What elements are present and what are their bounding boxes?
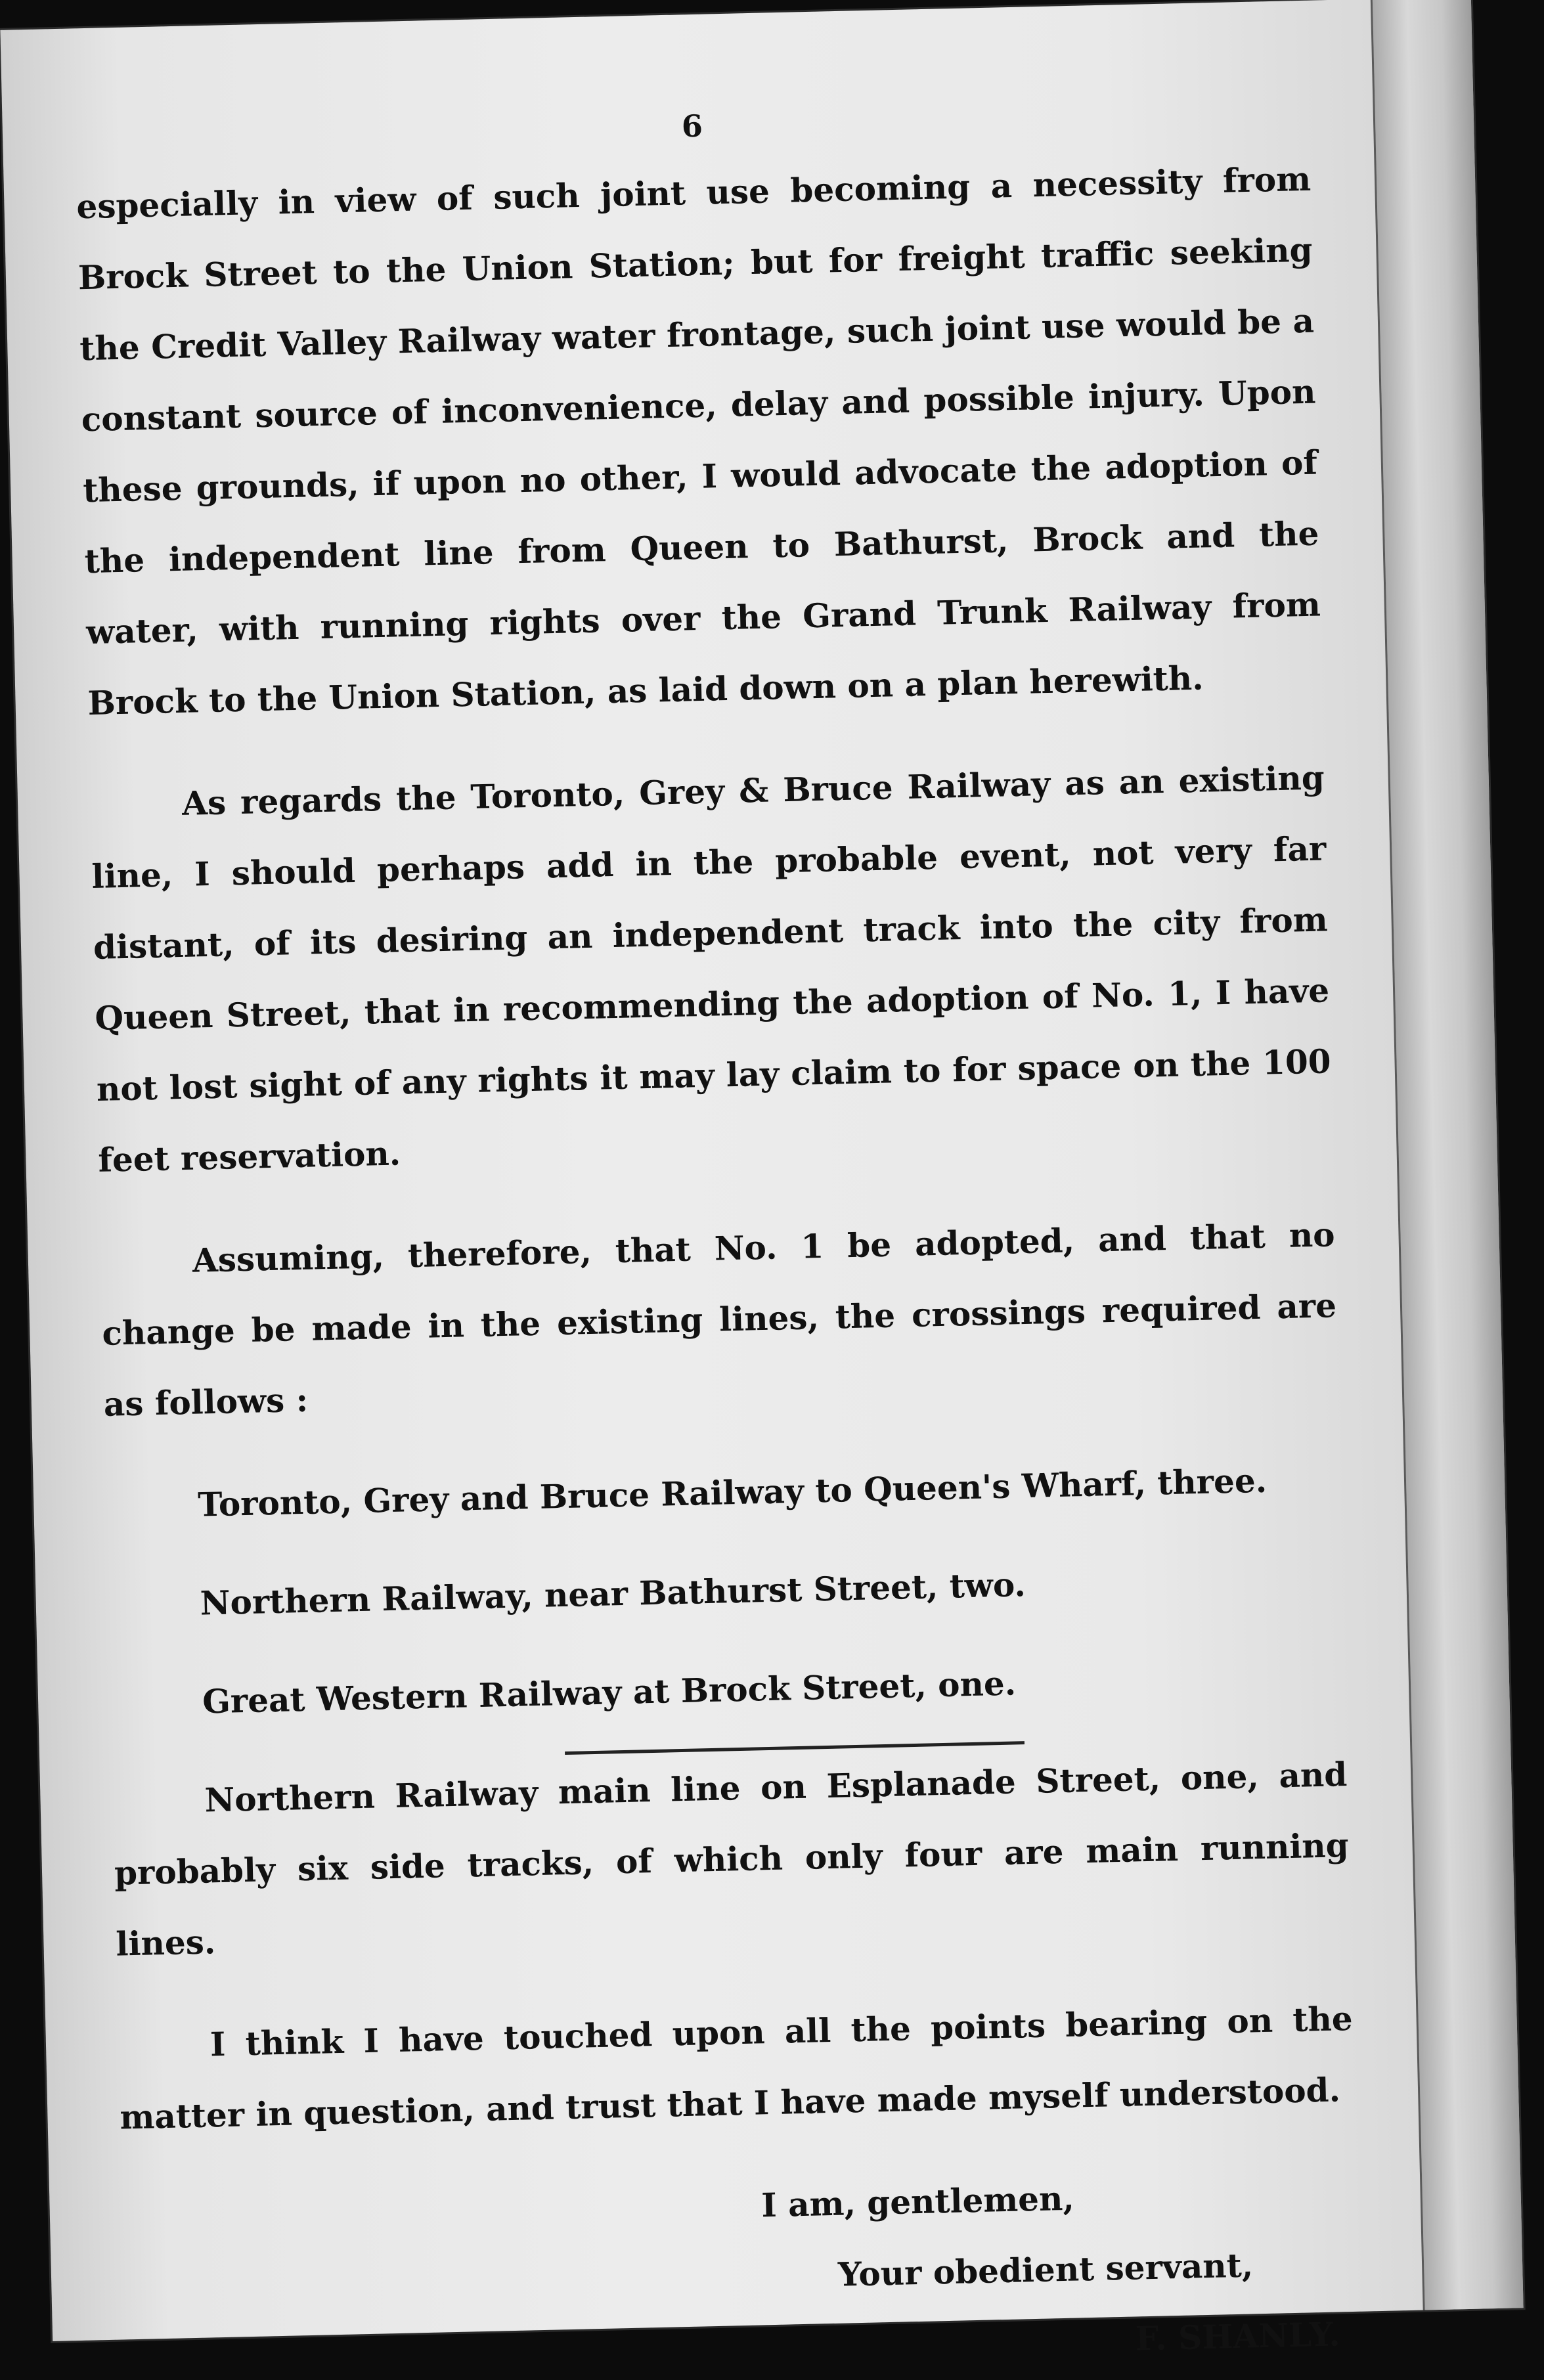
paragraph-crossings-intro: Assuming, therefore, that No. 1 be adopted, and that no change be made in the existing lines, the crossings required are as follows : bbox=[101, 1215, 1337, 1424]
signature: F. SHANLY. bbox=[1135, 2314, 1341, 2358]
closing-salutation: I am, gentlemen, bbox=[761, 2178, 1075, 2225]
closing-valediction: Your obedient servant, bbox=[837, 2245, 1254, 2294]
page-content bbox=[75, 93, 1361, 2380]
crossing-item: Northern Railway main line on Esplanade Street, one, and probably six side tracks, of which only four are main running lines. bbox=[114, 1755, 1350, 1964]
page-number: 6 bbox=[681, 108, 703, 144]
crossing-item: Toronto, Grey and Bruce Railway to Queen's Wharf, three. bbox=[197, 1461, 1268, 1524]
page-edge-strip bbox=[1371, 0, 1524, 2310]
crossing-item: Northern Railway, near Bathurst Street, two. bbox=[200, 1565, 1026, 1623]
paragraph-conclusion: I think I have touched upon all the points bearing on the matter in question, and trust that I have made myself understood. bbox=[119, 1998, 1354, 2137]
crossing-item: Great Western Railway at Brock Street, one. bbox=[202, 1664, 1017, 1721]
paragraph-toronto-grey-bruce: As regards the Toronto, Grey & Bruce Railway as an existing line, I should perhaps add in the probable event, not very far distant, of its desiring an independent track into the city from Queen Street, that in recommending the adoption of No. 1, I have not lost sight of any rights it may lay claim to for space on the 100 feet reservation. bbox=[91, 758, 1332, 1179]
paragraph-joint-use: especially in view of such joint use becoming a necessity from Brock Street to the Union Station; but for freight traffic seeking the Credit Valley Railway water frontage, such joint use would be a constant source of inconvenience, delay and possible injury. Upon these grounds, if upon no other, I would advocate the adoption of the independent line from Queen to Bathurst, Brock and the water, with running rights over the Grand Trunk Railway from Brock to the Union Station, as laid down on a plan herewith. bbox=[76, 159, 1321, 723]
